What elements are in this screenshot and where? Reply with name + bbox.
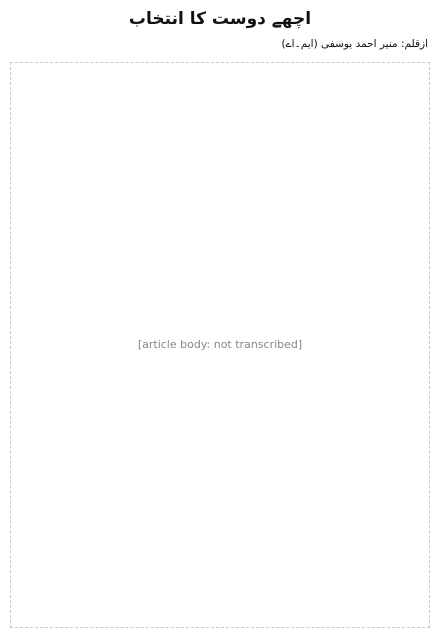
transcription-placeholder: [article body: not transcribed]	[137, 337, 303, 351]
article-body	[10, 62, 430, 628]
article-byline: ازقلم: منیر احمد یوسفی (ایم۔اے)	[281, 38, 428, 51]
article-title: اچھے دوست کا انتخاب	[128, 9, 312, 29]
